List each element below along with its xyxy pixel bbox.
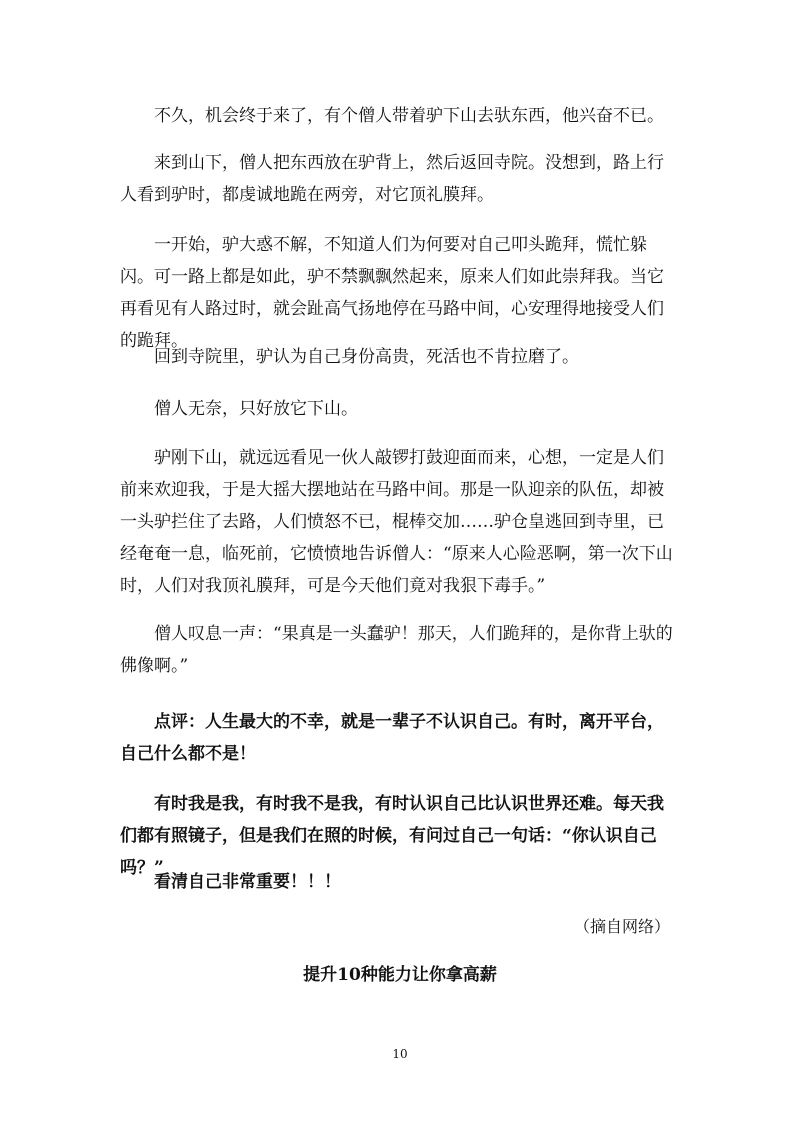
story-paragraph-1: 不久，机会终于来了，有个僧人带着驴下山去驮东西，他兴奋不已。: [154, 106, 664, 126]
commentary-paragraph-3: 看清自己非常重要！！！: [154, 872, 341, 892]
story-paragraph-7: 僧人叹息一声：“果真是一头蠢驴！那天，人们跪拜的，是你背上驮的佛像啊。”: [120, 624, 673, 676]
story-paragraph-3: 一开始，驴大惑不解，不知道人们为何要对自己叩头跪拜，慌忙躲闪。可一路上都是如此，驴不禁飘飘然起来，原来人们如此崇拜我。当它再看见有人路过时，就会趾高气扬地停在马路中间，心安理得地接受人们的跪拜。: [120, 235, 664, 351]
section-heading: 提升10种能力让你拿高薪: [303, 965, 497, 985]
commentary-paragraph-1: 点评：人生最大的不幸，就是一辈子不认识自己。有时，离开平台，自己什么都不是！: [120, 712, 664, 764]
source-attribution: （摘自网络）: [573, 917, 670, 936]
story-paragraph-4: 回到寺院里，驴认为自己身份高贵，死活也不肯拉磨了。: [154, 347, 579, 367]
page-number: 10: [392, 1047, 408, 1061]
story-paragraph-5: 僧人无奈，只好放它下山。: [154, 399, 358, 419]
story-paragraph-2: 来到山下，僧人把东西放在驴背上，然后返回寺院。没想到，路上行人看到驴时，都虔诚地跪在两旁，对它顶礼膜拜。: [120, 153, 664, 205]
commentary-paragraph-2: 有时我是我，有时我不是我，有时认识自己比认识世界还难。每天我们都有照镜子，但是我们在照的时候，有问过自己一句话：“你认识自己吗？”: [120, 794, 664, 878]
story-paragraph-6: 驴刚下山，就远远看见一伙人敲锣打鼓迎面而来，心想，一定是人们前来欢迎我，于是大摇大摆地站在马路中间。那是一队迎亲的队伍，却被一头驴拦住了去路，人们愤怒不已，棍棒交加……驴仓皇逃回到寺里，已经奄奄一息，临死前，它愤愤地告诉僧人：“原来人心险恶啊，第一次下山时，人们对我顶礼膜拜，可是今天他们竟对我狠下毒手。”: [120, 448, 673, 596]
